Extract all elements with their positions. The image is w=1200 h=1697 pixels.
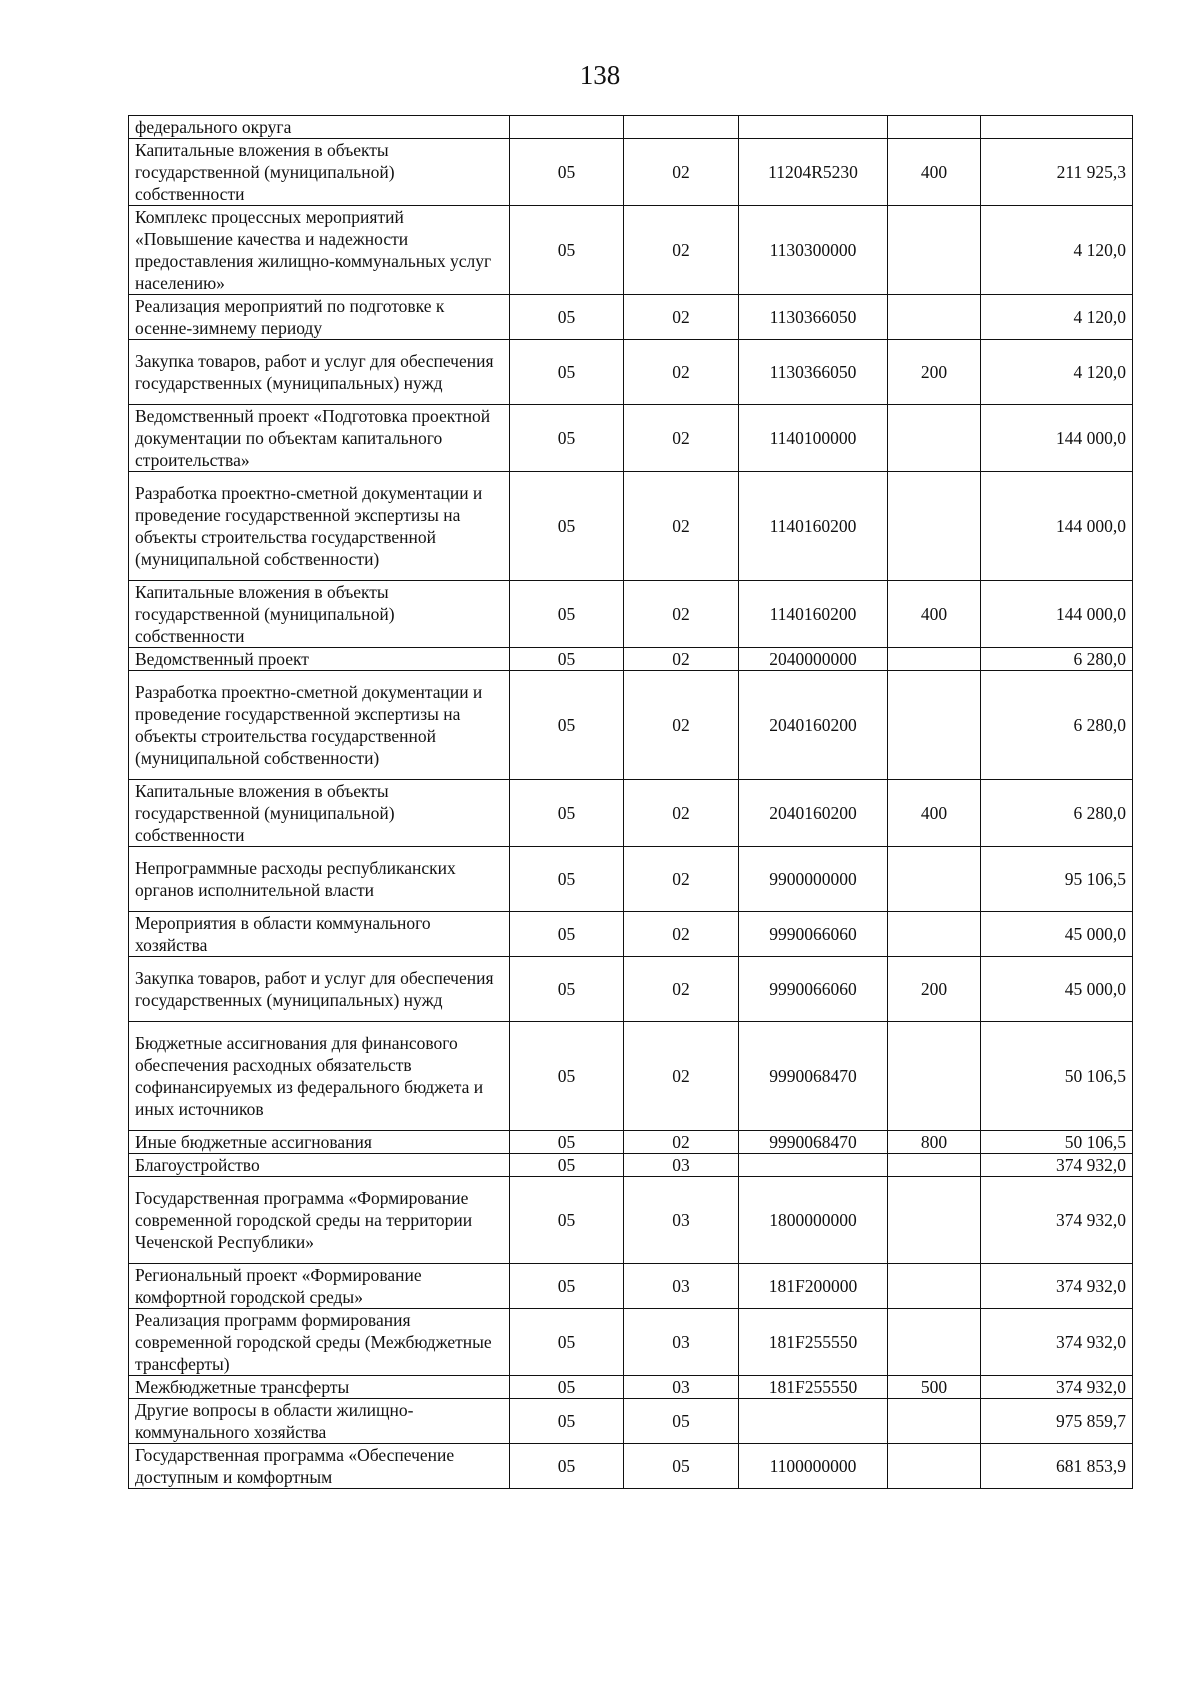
cell-name: Капитальные вложения в объекты государственной (муниципальной) собственности <box>129 780 510 847</box>
cell-expense-type <box>888 1022 981 1131</box>
cell-expense-type <box>888 1309 981 1376</box>
cell-expense-type <box>888 1177 981 1264</box>
cell-section: 05 <box>510 1154 624 1177</box>
cell-target-article: 1800000000 <box>739 1177 888 1264</box>
cell-expense-type <box>888 1399 981 1444</box>
cell-name: Закупка товаров, работ и услуг для обеспечения государственных (муниципальных) нужд <box>129 340 510 405</box>
cell-expense-type <box>888 295 981 340</box>
cell-section: 05 <box>510 1399 624 1444</box>
cell-section: 05 <box>510 957 624 1022</box>
cell-expense-type <box>888 472 981 581</box>
cell-section <box>510 116 624 139</box>
cell-section: 05 <box>510 1376 624 1399</box>
table-row <box>129 1022 1133 1131</box>
cell-name: Межбюджетные трансферты <box>129 1376 510 1399</box>
cell-amount: 374 932,0 <box>981 1309 1133 1376</box>
cell-name: Разработка проектно-сметной документации и проведение государственной экспертизы на объекты строительства государственной (муниципальной собственности) <box>129 472 510 581</box>
cell-subsection: 05 <box>624 1444 739 1489</box>
table-row <box>129 957 1133 1022</box>
cell-amount: 6 280,0 <box>981 671 1133 780</box>
cell-expense-type <box>888 648 981 671</box>
table-row <box>129 1399 1133 1444</box>
cell-section: 05 <box>510 206 624 295</box>
table-row <box>129 340 1133 405</box>
cell-expense-type <box>888 116 981 139</box>
cell-subsection: 02 <box>624 139 739 206</box>
cell-subsection: 02 <box>624 472 739 581</box>
cell-target-article: 2040000000 <box>739 648 888 671</box>
cell-subsection: 02 <box>624 206 739 295</box>
cell-amount <box>981 116 1133 139</box>
cell-amount: 144 000,0 <box>981 581 1133 648</box>
cell-name: Реализация мероприятий по подготовке к осенне-зимнему периоду <box>129 295 510 340</box>
table-row <box>129 1177 1133 1264</box>
table-row <box>129 116 1133 139</box>
cell-expense-type <box>888 671 981 780</box>
cell-expense-type <box>888 912 981 957</box>
cell-subsection: 02 <box>624 648 739 671</box>
cell-expense-type: 400 <box>888 780 981 847</box>
cell-subsection: 02 <box>624 295 739 340</box>
table-row <box>129 780 1133 847</box>
cell-expense-type <box>888 206 981 295</box>
table-row <box>129 1264 1133 1309</box>
cell-amount: 95 106,5 <box>981 847 1133 912</box>
table-row <box>129 405 1133 472</box>
cell-expense-type: 500 <box>888 1376 981 1399</box>
cell-section: 05 <box>510 1444 624 1489</box>
cell-subsection: 02 <box>624 957 739 1022</box>
cell-name: Реализация программ формирования современной городской среды (Межбюджетные трансферты) <box>129 1309 510 1376</box>
cell-target-article: 1140160200 <box>739 581 888 648</box>
cell-name: Благоустройство <box>129 1154 510 1177</box>
cell-target-article: 11204R5230 <box>739 139 888 206</box>
cell-amount: 374 932,0 <box>981 1154 1133 1177</box>
cell-name: федерального округа <box>129 116 510 139</box>
cell-name: Бюджетные ассигнования для финансового обеспечения расходных обязательств софинансируемых из федерального бюджета и иных источников <box>129 1022 510 1131</box>
cell-section: 05 <box>510 671 624 780</box>
table-row <box>129 671 1133 780</box>
table-row <box>129 1154 1133 1177</box>
cell-subsection: 03 <box>624 1154 739 1177</box>
cell-amount: 4 120,0 <box>981 295 1133 340</box>
table-row <box>129 472 1133 581</box>
cell-target-article <box>739 116 888 139</box>
cell-expense-type <box>888 1444 981 1489</box>
cell-target-article <box>739 1399 888 1444</box>
cell-subsection: 02 <box>624 671 739 780</box>
cell-target-article: 9990068470 <box>739 1131 888 1154</box>
cell-name: Закупка товаров, работ и услуг для обеспечения государственных (муниципальных) нужд <box>129 957 510 1022</box>
cell-name: Ведомственный проект «Подготовка проектной документации по объектам капитального строительства» <box>129 405 510 472</box>
cell-name: Региональный проект «Формирование комфортной городской среды» <box>129 1264 510 1309</box>
cell-section: 05 <box>510 1309 624 1376</box>
cell-section: 05 <box>510 405 624 472</box>
cell-name: Непрограммные расходы республиканских органов исполнительной власти <box>129 847 510 912</box>
cell-section: 05 <box>510 1177 624 1264</box>
cell-expense-type: 200 <box>888 340 981 405</box>
table-row <box>129 1444 1133 1489</box>
cell-name: Капитальные вложения в объекты государственной (муниципальной) собственности <box>129 139 510 206</box>
cell-subsection: 02 <box>624 1022 739 1131</box>
table-row <box>129 1376 1133 1399</box>
cell-section: 05 <box>510 1022 624 1131</box>
table-row <box>129 648 1133 671</box>
budget-table-body <box>129 116 1133 1489</box>
cell-amount: 975 859,7 <box>981 1399 1133 1444</box>
cell-section: 05 <box>510 648 624 671</box>
cell-subsection: 03 <box>624 1309 739 1376</box>
cell-target-article: 9900000000 <box>739 847 888 912</box>
cell-name: Разработка проектно-сметной документации и проведение государственной экспертизы на объекты строительства государственной (муниципальной собственности) <box>129 671 510 780</box>
cell-target-article: 181F255550 <box>739 1309 888 1376</box>
cell-section: 05 <box>510 295 624 340</box>
cell-section: 05 <box>510 780 624 847</box>
cell-name: Государственная программа «Обеспечение доступным и комфортным <box>129 1444 510 1489</box>
cell-amount: 374 932,0 <box>981 1376 1133 1399</box>
table-row <box>129 1131 1133 1154</box>
cell-target-article <box>739 1154 888 1177</box>
cell-target-article: 1130366050 <box>739 295 888 340</box>
cell-subsection: 03 <box>624 1264 739 1309</box>
cell-section: 05 <box>510 581 624 648</box>
cell-section: 05 <box>510 1131 624 1154</box>
cell-amount: 374 932,0 <box>981 1264 1133 1309</box>
cell-name: Иные бюджетные ассигнования <box>129 1131 510 1154</box>
table-row <box>129 1309 1133 1376</box>
cell-target-article: 9990068470 <box>739 1022 888 1131</box>
cell-expense-type: 800 <box>888 1131 981 1154</box>
cell-target-article: 1130300000 <box>739 206 888 295</box>
cell-section: 05 <box>510 472 624 581</box>
cell-expense-type: 200 <box>888 957 981 1022</box>
cell-target-article: 9990066060 <box>739 912 888 957</box>
table-row <box>129 139 1133 206</box>
table-row <box>129 847 1133 912</box>
cell-target-article: 1140100000 <box>739 405 888 472</box>
cell-section: 05 <box>510 340 624 405</box>
cell-name: Ведомственный проект <box>129 648 510 671</box>
cell-subsection: 02 <box>624 405 739 472</box>
cell-amount: 6 280,0 <box>981 780 1133 847</box>
cell-section: 05 <box>510 912 624 957</box>
cell-amount: 45 000,0 <box>981 957 1133 1022</box>
cell-expense-type <box>888 1264 981 1309</box>
cell-amount: 50 106,5 <box>981 1131 1133 1154</box>
cell-target-article: 181F255550 <box>739 1376 888 1399</box>
cell-name: Государственная программа «Формирование современной городской среды на территории Чеченской Республики» <box>129 1177 510 1264</box>
cell-subsection <box>624 116 739 139</box>
cell-expense-type <box>888 405 981 472</box>
cell-subsection: 05 <box>624 1399 739 1444</box>
cell-amount: 50 106,5 <box>981 1022 1133 1131</box>
cell-subsection: 03 <box>624 1177 739 1264</box>
cell-name: Капитальные вложения в объекты государственной (муниципальной) собственности <box>129 581 510 648</box>
cell-section: 05 <box>510 1264 624 1309</box>
cell-subsection: 03 <box>624 1376 739 1399</box>
cell-target-article: 2040160200 <box>739 780 888 847</box>
cell-amount: 4 120,0 <box>981 340 1133 405</box>
cell-amount: 681 853,9 <box>981 1444 1133 1489</box>
cell-name: Другие вопросы в области жилищно-коммунального хозяйства <box>129 1399 510 1444</box>
cell-subsection: 02 <box>624 780 739 847</box>
cell-subsection: 02 <box>624 581 739 648</box>
table-row <box>129 581 1133 648</box>
cell-amount: 211 925,3 <box>981 139 1133 206</box>
cell-target-article: 1100000000 <box>739 1444 888 1489</box>
cell-section: 05 <box>510 139 624 206</box>
cell-subsection: 02 <box>624 847 739 912</box>
cell-amount: 45 000,0 <box>981 912 1133 957</box>
cell-subsection: 02 <box>624 1131 739 1154</box>
page-number: 138 <box>579 60 621 90</box>
table-row <box>129 295 1133 340</box>
cell-target-article: 1140160200 <box>739 472 888 581</box>
table-row <box>129 912 1133 957</box>
cell-amount: 144 000,0 <box>981 405 1133 472</box>
table-row <box>129 206 1133 295</box>
cell-expense-type: 400 <box>888 139 981 206</box>
cell-expense-type <box>888 847 981 912</box>
cell-target-article: 1130366050 <box>739 340 888 405</box>
cell-name: Комплекс процессных мероприятий «Повышение качества и надежности предоставления жилищно-коммунальных услуг населению» <box>129 206 510 295</box>
cell-subsection: 02 <box>624 340 739 405</box>
cell-amount: 4 120,0 <box>981 206 1133 295</box>
cell-target-article: 9990066060 <box>739 957 888 1022</box>
cell-subsection: 02 <box>624 912 739 957</box>
cell-amount: 374 932,0 <box>981 1177 1133 1264</box>
cell-expense-type: 400 <box>888 581 981 648</box>
cell-target-article: 2040160200 <box>739 671 888 780</box>
cell-amount: 144 000,0 <box>981 472 1133 581</box>
cell-amount: 6 280,0 <box>981 648 1133 671</box>
cell-expense-type <box>888 1154 981 1177</box>
budget-table <box>128 115 1133 1489</box>
cell-section: 05 <box>510 847 624 912</box>
cell-name: Мероприятия в области коммунального хозяйства <box>129 912 510 957</box>
cell-target-article: 181F200000 <box>739 1264 888 1309</box>
